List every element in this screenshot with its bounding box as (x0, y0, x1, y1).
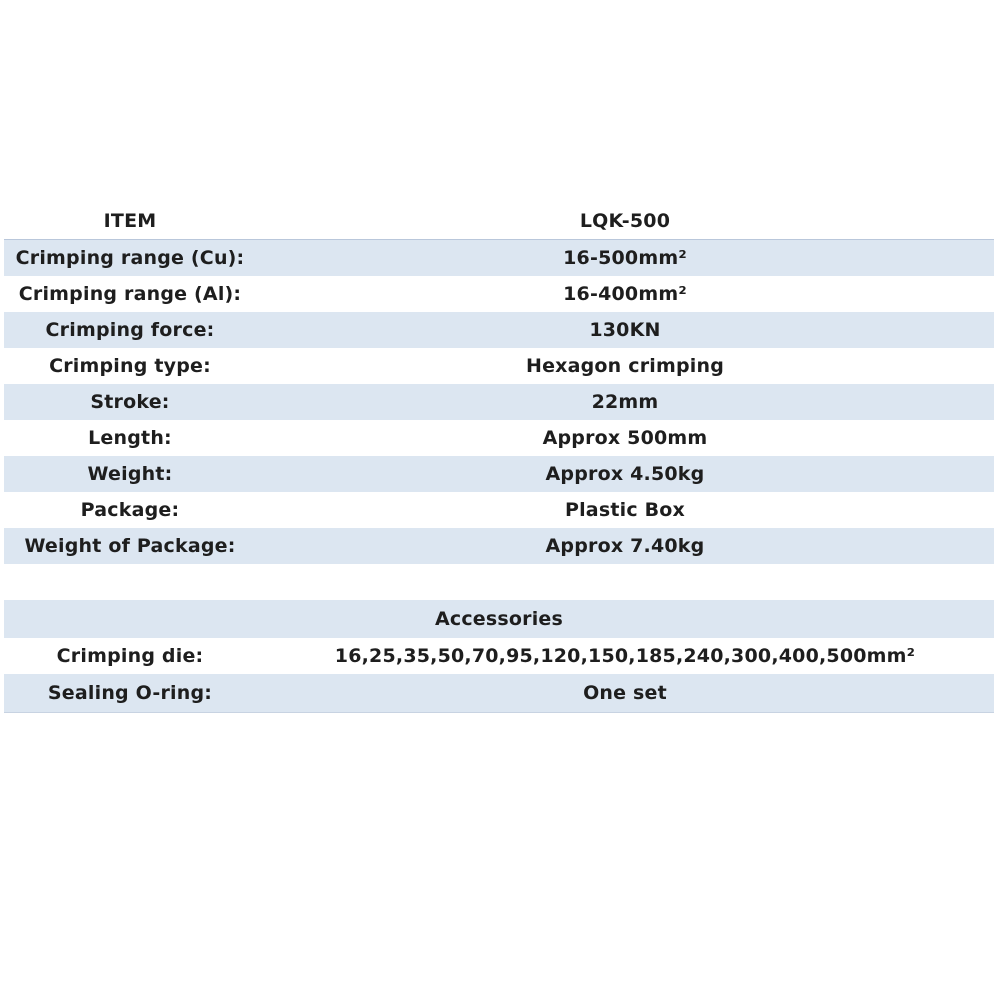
row-label: Sealing O-ring: (47, 682, 213, 704)
header-model: LQK-500 (579, 209, 671, 232)
row-value: 130KN (589, 319, 661, 341)
row-value: One set (583, 682, 667, 704)
row-label: Length: (88, 427, 172, 449)
header-item: ITEM (103, 209, 157, 232)
row-value: Hexagon crimping (525, 355, 725, 377)
table-row (4, 492, 994, 528)
row-label: Weight: (87, 463, 173, 485)
row-label: Crimping die: (56, 645, 204, 667)
table-row (4, 348, 994, 384)
section-gap (4, 564, 994, 600)
row-value: 16,25,35,50,70,95,120,150,185,240,300,400,500mm² (334, 645, 916, 667)
row-label: Crimping range (Al): (18, 283, 242, 305)
row-label: Crimping type: (49, 355, 211, 377)
table-row (4, 312, 994, 348)
row-value: Plastic Box (564, 499, 686, 521)
row-value: Approx 500mm (542, 427, 708, 449)
table-row (4, 420, 994, 456)
row-label: Stroke: (90, 391, 170, 413)
row-label: Weight of Package: (24, 535, 236, 557)
accessories-title: Accessories (434, 608, 564, 630)
table-row (4, 456, 994, 492)
spec-table (4, 202, 994, 713)
row-label: Crimping force: (45, 319, 215, 341)
table-row (4, 528, 994, 564)
table-row (4, 240, 994, 276)
row-value: 16-400mm² (563, 283, 687, 305)
row-label: Package: (80, 499, 180, 521)
table-row (4, 638, 994, 674)
table-row (4, 384, 994, 420)
row-value: Approx 4.50kg (545, 463, 705, 485)
table-header (4, 202, 994, 240)
accessories-header (4, 600, 994, 638)
row-label: Crimping range (Cu): (15, 247, 245, 269)
table-row (4, 276, 994, 312)
table-row (4, 674, 994, 713)
row-value: Approx 7.40kg (545, 535, 705, 557)
row-value: 16-500mm² (563, 247, 687, 269)
row-value: 22mm (591, 391, 659, 413)
